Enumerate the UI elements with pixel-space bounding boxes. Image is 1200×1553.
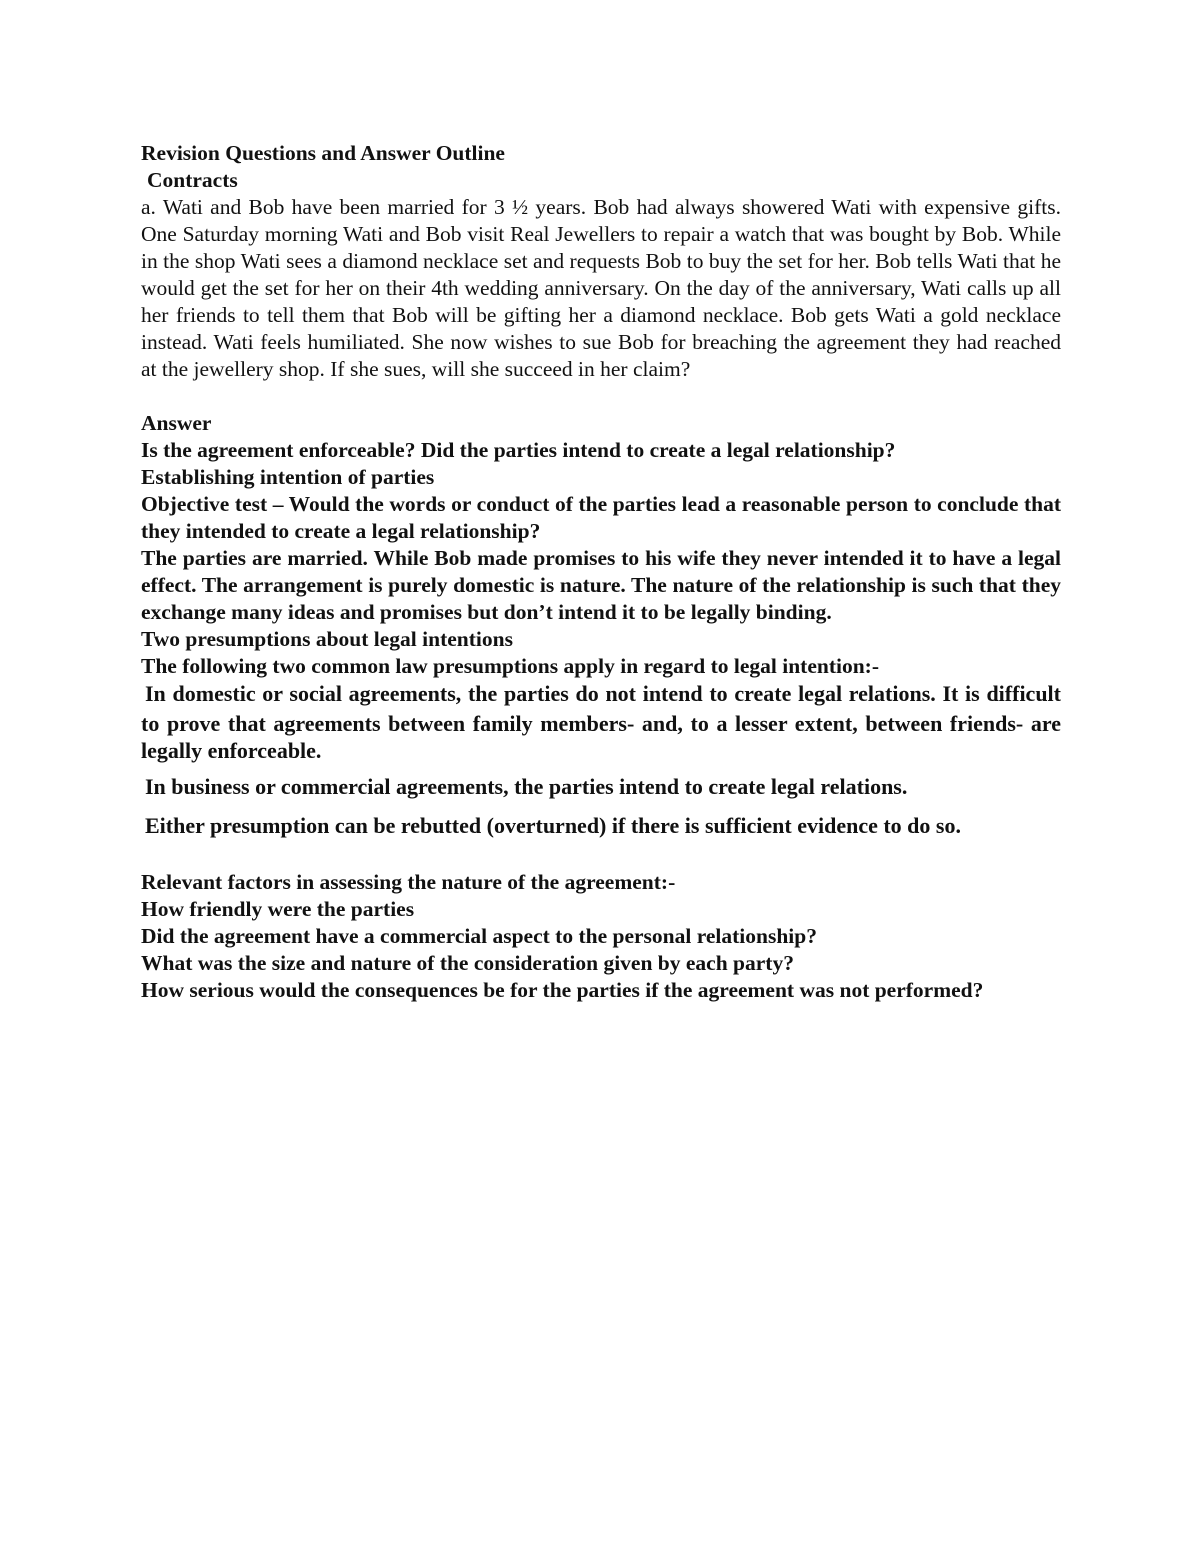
- document-title: Revision Questions and Answer Outline: [141, 141, 505, 165]
- factor-item: Did the agreement have a commercial aspect to the personal relationship?: [141, 924, 817, 948]
- factor-item: How serious would the consequences be for the parties if the agreement was not performed?: [141, 978, 984, 1002]
- presumption-text: Either presumption can be rebutted (overturned) if there is sufficient evidence to do so.: [145, 813, 961, 838]
- establishing-heading: Establishing intention of parties: [141, 465, 435, 489]
- blank-line: [141, 842, 1061, 869]
- presumption-bullet: [141, 812, 1061, 842]
- answer-heading: Answer: [141, 411, 212, 435]
- presumptions-intro: The following two common law presumptions apply in regard to legal intention:-: [141, 654, 880, 678]
- factors-heading: Relevant factors in assessing the nature of the agreement:-: [141, 870, 676, 894]
- factor-item: How friendly were the parties: [141, 897, 415, 921]
- issue-text: Is the agreement enforceable? Did the parties intend to create a legal relationship?: [141, 438, 896, 462]
- document-page: [141, 140, 1061, 1004]
- presumptions-heading: Two presumptions about legal intentions: [141, 627, 513, 651]
- presumption-text: In domestic or social agreements, the parties do not intend to create legal relations. It is difficult to prove that agreements between family members- and, to a lesser extent, between friends- are legally enforceable.: [141, 681, 1061, 763]
- presumption-text: In business or commercial agreements, the parties intend to create legal relations.: [145, 774, 908, 799]
- application-text: The parties are married. While Bob made promises to his wife they never intended it to have a legal effect. The arrangement is purely domestic is nature. The nature of the relationship is such that they exchange many ideas and promises but don’t intend it to be legally binding.: [141, 546, 1061, 624]
- factor-item: What was the size and nature of the consideration given by each party?: [141, 951, 794, 975]
- objective-test-text: Objective test – Would the words or conduct of the parties lead a reasonable person to conclude that they intended to create a legal relationship?: [141, 492, 1061, 543]
- blank-line: [141, 383, 1061, 410]
- document-subtitle: Contracts: [147, 168, 238, 192]
- presumption-bullet: [141, 773, 1061, 803]
- presumption-bullet: [141, 680, 1061, 764]
- question-text: a. Wati and Bob have been married for 3 ½ years. Bob had always showered Wati with expensive gifts. One Saturday morning Wati and Bob visit Real Jewellers to repair a watch that was bought by Bob. While in the shop Wati sees a diamond necklace set and requests Bob to buy the set for her. Bob tells Wati that he would get the set for her on their 4th wedding anniversary. On the day of the anniversary, Wati calls up all her friends to tell them that Bob will be gifting her a diamond necklace. Bob gets Wati a gold necklace instead. Wati feels humiliated. She now wishes to sue Bob for breaching the agreement they had reached at the jewellery shop. If she sues, will she succeed in her claim?: [141, 195, 1061, 381]
